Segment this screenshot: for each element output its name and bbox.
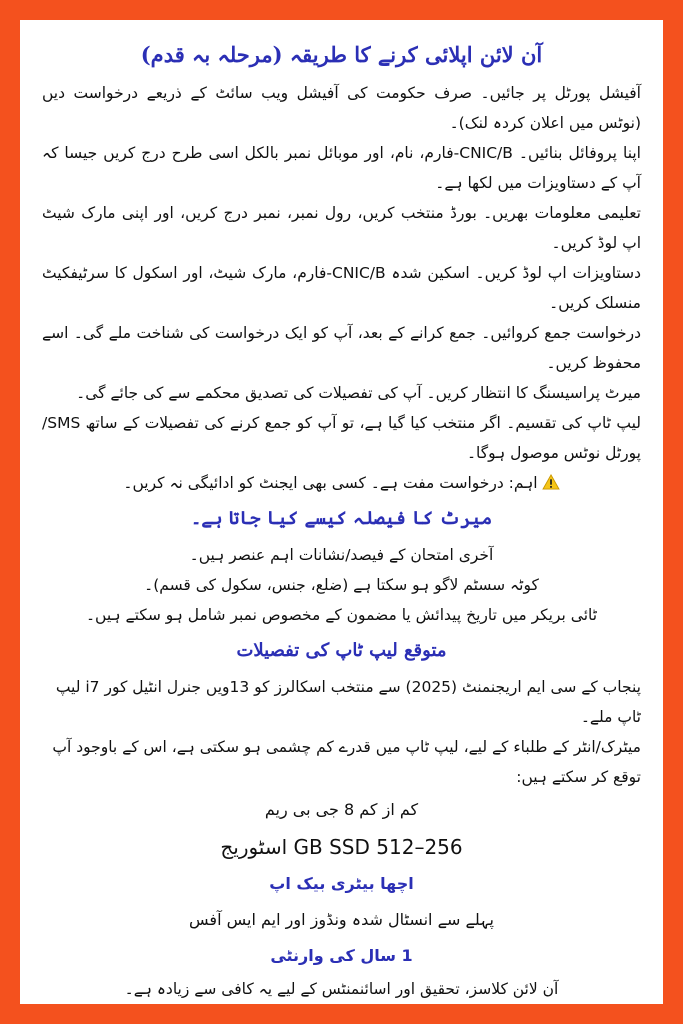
page-title: آن لائن اپلائی کرنے کا طریقہ (مرحلہ بہ قدم) bbox=[140, 42, 543, 67]
content-card bbox=[20, 20, 663, 1004]
merit-item: ٹائی بریکر میں تاریخ پیدائش یا مضمون کے مخصوص نمبر شامل ہو سکتے ہیں۔ bbox=[85, 606, 598, 624]
spec-storage: 256–512 GB SSD اسٹوریج bbox=[220, 835, 463, 859]
laptop-intro-1: پنجاب کے سی ایم اریجنمنٹ (2025) سے منتخب اسکالرز کو 13ویں جنرل انٹیل کور i7 لیپ ٹاپ ملے۔ bbox=[55, 678, 641, 726]
important-note bbox=[42, 468, 641, 498]
step-4: دستاویزات اپ لوڈ کریں۔ اسکین شدہ CNIC/B-فارم، مارک شیٹ، اور اسکول کا سرٹیفکیٹ منسلک کریں۔ bbox=[42, 264, 641, 312]
laptop-intro bbox=[42, 672, 641, 792]
steps-list bbox=[42, 78, 641, 468]
spec-battery: اچھا بیٹری بیک اپ bbox=[269, 874, 414, 893]
merit-heading: میرٹ کا فیصلہ کیسے کیا جاتا ہے۔ bbox=[190, 508, 493, 529]
step-2: اپنا پروفائل بنائیں۔ CNIC/B-فارم، نام، اور موبائل نمبر بالکل اسی طرح درج کریں جیسا کہ آپ کے دستاویزات میں لکھا ہے۔ bbox=[42, 144, 641, 192]
closing-line: آن لائن کلاسز، تحقیق اور اسائنمنٹس کے لیے یہ کافی سے زیادہ ہے۔ bbox=[124, 980, 559, 998]
warning-icon bbox=[542, 474, 560, 490]
spec-software: پہلے سے انسٹال شدہ ونڈوز اور ایم ایس آفس bbox=[189, 910, 494, 929]
spec-warranty: 1 سال کی وارنٹی bbox=[270, 946, 413, 965]
merit-list bbox=[42, 540, 641, 630]
step-1: آفیشل پورٹل پر جائیں۔ صرف حکومت کی آفیشل ویب سائٹ کے ذریعے درخواست دیں (نوٹس میں اعلان کردہ لنک)۔ bbox=[42, 84, 641, 132]
laptop-specs bbox=[42, 792, 641, 974]
laptop-intro-2: میٹرک/انٹر کے طلباء کے لیے، لیپ ٹاپ میں قدرے کم چشمی ہو سکتی ہے، اس کے باوجود آپ توقع کر سکتے ہیں: bbox=[52, 738, 641, 786]
step-3: تعلیمی معلومات بھریں۔ بورڈ منتخب کریں، رول نمبر، نمبر درج کریں، اور اپنی مارک شیٹ اپ لوڈ کریں۔ bbox=[42, 204, 641, 252]
important-note-text: اہم: درخواست مفت ہے۔ کسی بھی ایجنٹ کو ادائیگی نہ کریں۔ bbox=[123, 474, 538, 492]
laptop-heading: متوقع لیپ ٹاپ کی تفصیلات bbox=[236, 640, 447, 661]
merit-item: کوٹہ سسٹم لاگو ہو سکتا ہے (ضلع، جنس، سکول کی قسم)۔ bbox=[144, 576, 539, 594]
merit-item: آخری امتحان کے فیصد/نشانات اہم عنصر ہیں۔ bbox=[189, 546, 494, 564]
step-7: لیپ ٹاپ کی تقسیم۔ اگر منتخب کیا گیا ہے، تو آپ کو جمع کرنے کی تفصیلات کے ساتھ SMS/پورٹل نوٹس موصول ہوگا۔ bbox=[42, 414, 641, 462]
step-5: درخواست جمع کروائیں۔ جمع کرانے کے بعد، آپ کو ایک درخواست کی شناخت ملے گی۔ اسے محفوظ کریں۔ bbox=[42, 324, 641, 372]
spec-ram: کم از کم 8 جی بی ریم bbox=[264, 800, 419, 819]
step-6: میرٹ پراسیسنگ کا انتظار کریں۔ آپ کی تفصیلات کی تصدیق محکمے سے کی جائے گی۔ bbox=[76, 384, 641, 402]
